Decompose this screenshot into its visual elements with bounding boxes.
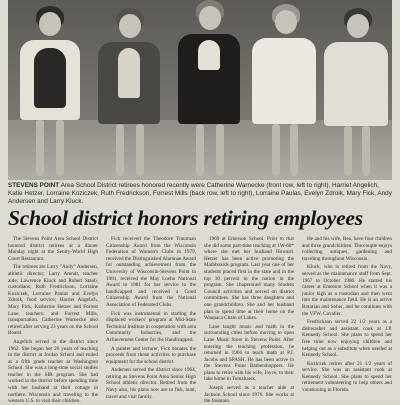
paragraph: Lane taught music and math in the surrounding cities before moving to open Lane Music Store in Stevens Point. After entering the teaching profession, he returned in 1966 to teach math at P.J. Jacobs and SPASH. He has been active in the Stevens Point Barbershoppers. He plans to retire with his wife, Joyce, to their lake home in Tomahawk. bbox=[204, 323, 294, 383]
retiree-figure bbox=[248, 0, 320, 180]
paragraph: The Stevens Point Area School District honored district retirees at a dinner Monday night at the Sentry-World High Court Restaurant. bbox=[8, 236, 98, 262]
paragraph: Andersen served the district since 1964, retiring as Stevens Point Area Senior High School athletic director. Retired from the Navy also, his plans now are to fish, hunt, travel and visit family. bbox=[106, 367, 196, 400]
paragraph: The retirees are Larry "Andy" Andersen, athletic director; Larry Arendt, teacher aide; Lawrence Kluck and Robert Staub, custodians; Ruth Fredrickson, Lorraine Koziczek, Lorraine Paulas and Evelyn Zdroik, food service; Harriet Angelich, Mary Fick, Katherine Hetzer and Forrest Lane, teachers; and Forrest Mills, transportation. Catherine Warnecke also retired after serving 23 years on the School Board. bbox=[8, 264, 98, 337]
article-column bbox=[204, 236, 294, 405]
caption-credit: STEVENS POINT bbox=[8, 182, 60, 189]
article-column bbox=[302, 236, 392, 400]
retiree-figure bbox=[92, 0, 166, 180]
paragraph: A painter and lecturer, Fick donates the proceeds from those activities to purchase equipment for the school district. bbox=[106, 345, 196, 365]
paragraph: Koziczek retires after 21 1/2 years of service. She was an assistant cook at Kennedy School. She plans to spend her retirement volunteering to help others and vacationing in Florida. bbox=[302, 360, 392, 394]
paragraph: Kluck, who is retired from the Navy, served as the maintenance staff from Sept. 1967 to October 1986. He started his career at Emerson School when it was a junior high as a custodian and then went into the maintenance field. He is an active Rotarian and Sober, and he continues with the VFW, Cavalier. bbox=[302, 264, 392, 317]
paragraph: Fick was instrumental in starting the displaced workers' program at Mid-State Technical Institute in cooperation with area Community Industries, and the Achievement Center for the Handicapped. bbox=[106, 310, 196, 343]
paragraph: Fredrickson served 22 1/2 years as a dishwasher and assistant cook at J.P. Kennedy School. She plans to spend her free time now enjoying children and helping out as a substitute when needed at Kennedy School. bbox=[302, 319, 392, 359]
paragraph: Fick received the Theodore Trautman Citizenship Award from the Wisconsin Federation of Women's Clubs in 1979, received the Distinguished Alumnae Award for outstanding achievement from the University of Wisconsin-Stevens Point in 1981, received the May Loehn National Award in 1981 for her service to the handicapped and received a Good Citizenship Award from the National Association of Federated Clubs. bbox=[106, 236, 196, 308]
group-photo bbox=[8, 0, 392, 180]
paragraph: 1969 at Emerson School. Prior to that she did some part-time teaching at 1W-60* where she met her husband Howard. Hetzer has been active promoting the Mathboards program. Last year one of her students placed first in the state and in the top 10 percent in the nation in the program. She chaperoned many Student Council activities and served on district committees. She has three daughters and one grandchildren. She and her husband plan to spend time at their home on the Waupaca Chain of Lakes. bbox=[204, 236, 294, 322]
retiree-figure bbox=[170, 0, 246, 180]
photo-caption bbox=[8, 182, 392, 206]
retiree-figure bbox=[14, 0, 86, 180]
paragraph: He and his wife, Bea, have four children and three grandchildren. The couple enjoys collecting antiques, gardening and traveling throughout Wisconsin. bbox=[302, 236, 392, 262]
article-body bbox=[8, 236, 392, 405]
article-column bbox=[8, 236, 98, 405]
paragraph: Joseph served as a teacher aide at Jackson School since 1976. She works at the fountain. bbox=[204, 385, 294, 405]
paragraph: Angelich served in the district since 1962. She began her 26 years of teaching in the district at Jordan School and ended as a fifth grade teacher at Washington School. She was a long-time social studies teacher in the SIR program. She had worked in the district before spending time with her husband at their cottage in northern Wisconsin and traveling to the western U.S. to visit their children. bbox=[8, 338, 98, 405]
caption-text: Area School District retirees honored recently were Catherine Warnecke (front row, left to right), Harriet Angelich, Katie Hetzer, Lorraine Koziczek, Ruth Fredrickson, Forrest Mills (back row, left to right), Lorraine Paulas, Evelyn Zdroik, Mary Fick, Andy Andersen and Larry Kluck. bbox=[8, 182, 392, 205]
article-column bbox=[106, 236, 196, 400]
article-headline: School district honors retiring employees bbox=[8, 206, 363, 230]
retiree-figure bbox=[320, 0, 392, 180]
